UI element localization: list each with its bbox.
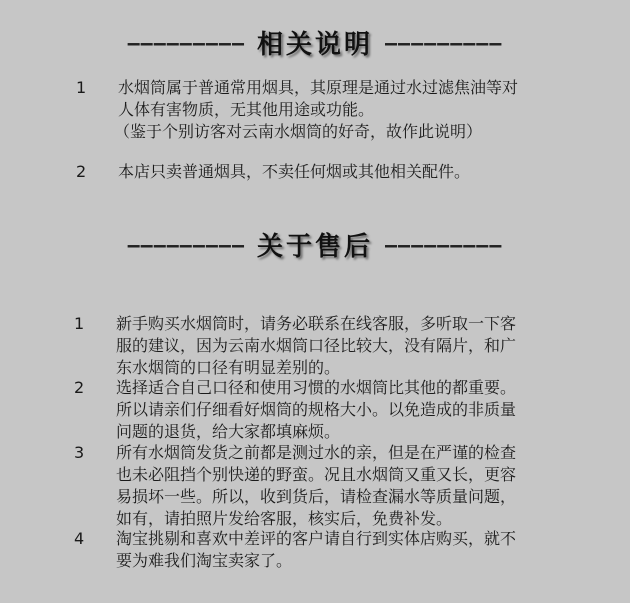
item-text-line: 本店只卖普通烟具，不卖任何烟或其他相关配件。 [118,162,471,181]
list-item [116,313,516,379]
item-text-line: 水烟筒属于普通常用烟具，其原理是通过水过滤焦油等对 [118,78,519,97]
item-number: 2 [76,162,87,181]
heading-dashes-left: ————————— [127,232,245,257]
item-text-line: 淘宝挑剔和喜欢中差评的客户请自行到实体店购买，就不 [116,529,517,548]
list-item [116,528,516,572]
item-number: 1 [76,78,87,97]
item-text-line: 问题的退货，给大家都填麻烦。 [116,422,341,441]
item-text-line: 人体有害物质，无其他用途或功能。 [118,100,375,119]
list-item [114,77,519,143]
heading-title: 相关说明 [256,30,373,60]
item-text-line: 所有水烟筒发货之前都是测过水的亲，但是在严谨的检查 [116,443,517,462]
section-heading-notes [0,24,630,61]
heading-dashes-right: ————————— [385,30,503,55]
item-text-line: （鉴于个别访客对云南水烟筒的好奇，故作此说明） [114,122,483,141]
item-text-line: 要为难我们淘宝卖家了。 [116,551,293,570]
item-number: 2 [74,378,85,397]
list-item [116,377,516,443]
heading-dashes-right: ————————— [385,232,503,257]
item-text-line: 服的建议，因为云南水烟筒口径比较大，没有隔片，和广 [116,336,517,355]
item-text-line: 如有，请拍照片发给客服，核实后，免费补发。 [116,509,453,528]
list-item [116,442,516,530]
item-text-line: 选择适合自己口径和使用习惯的水烟筒比其他的都重要。 [116,378,517,397]
heading-dashes-left: ————————— [127,30,245,55]
section-heading-after-sales [0,226,630,263]
item-text-line: 新手购买水烟筒时，请务必联系在线客服，多听取一下客 [116,314,517,333]
item-text-line: 东水烟筒的口径有明显差别的。 [116,358,341,377]
item-text-line: 所以请亲们仔细看好烟筒的规格大小。以免造成的非质量 [116,400,517,419]
item-number: 3 [74,443,85,462]
list-item [118,161,470,183]
item-text-line: 易损坏一些。所以，收到货后，请检查漏水等质量问题， [116,487,517,506]
item-text-line: 也未必阻挡个别快递的野蛮。况且水烟筒又重又长，更容 [116,465,517,484]
item-number: 1 [74,314,85,333]
item-number: 4 [74,529,85,548]
heading-title: 关于售后 [256,232,373,262]
